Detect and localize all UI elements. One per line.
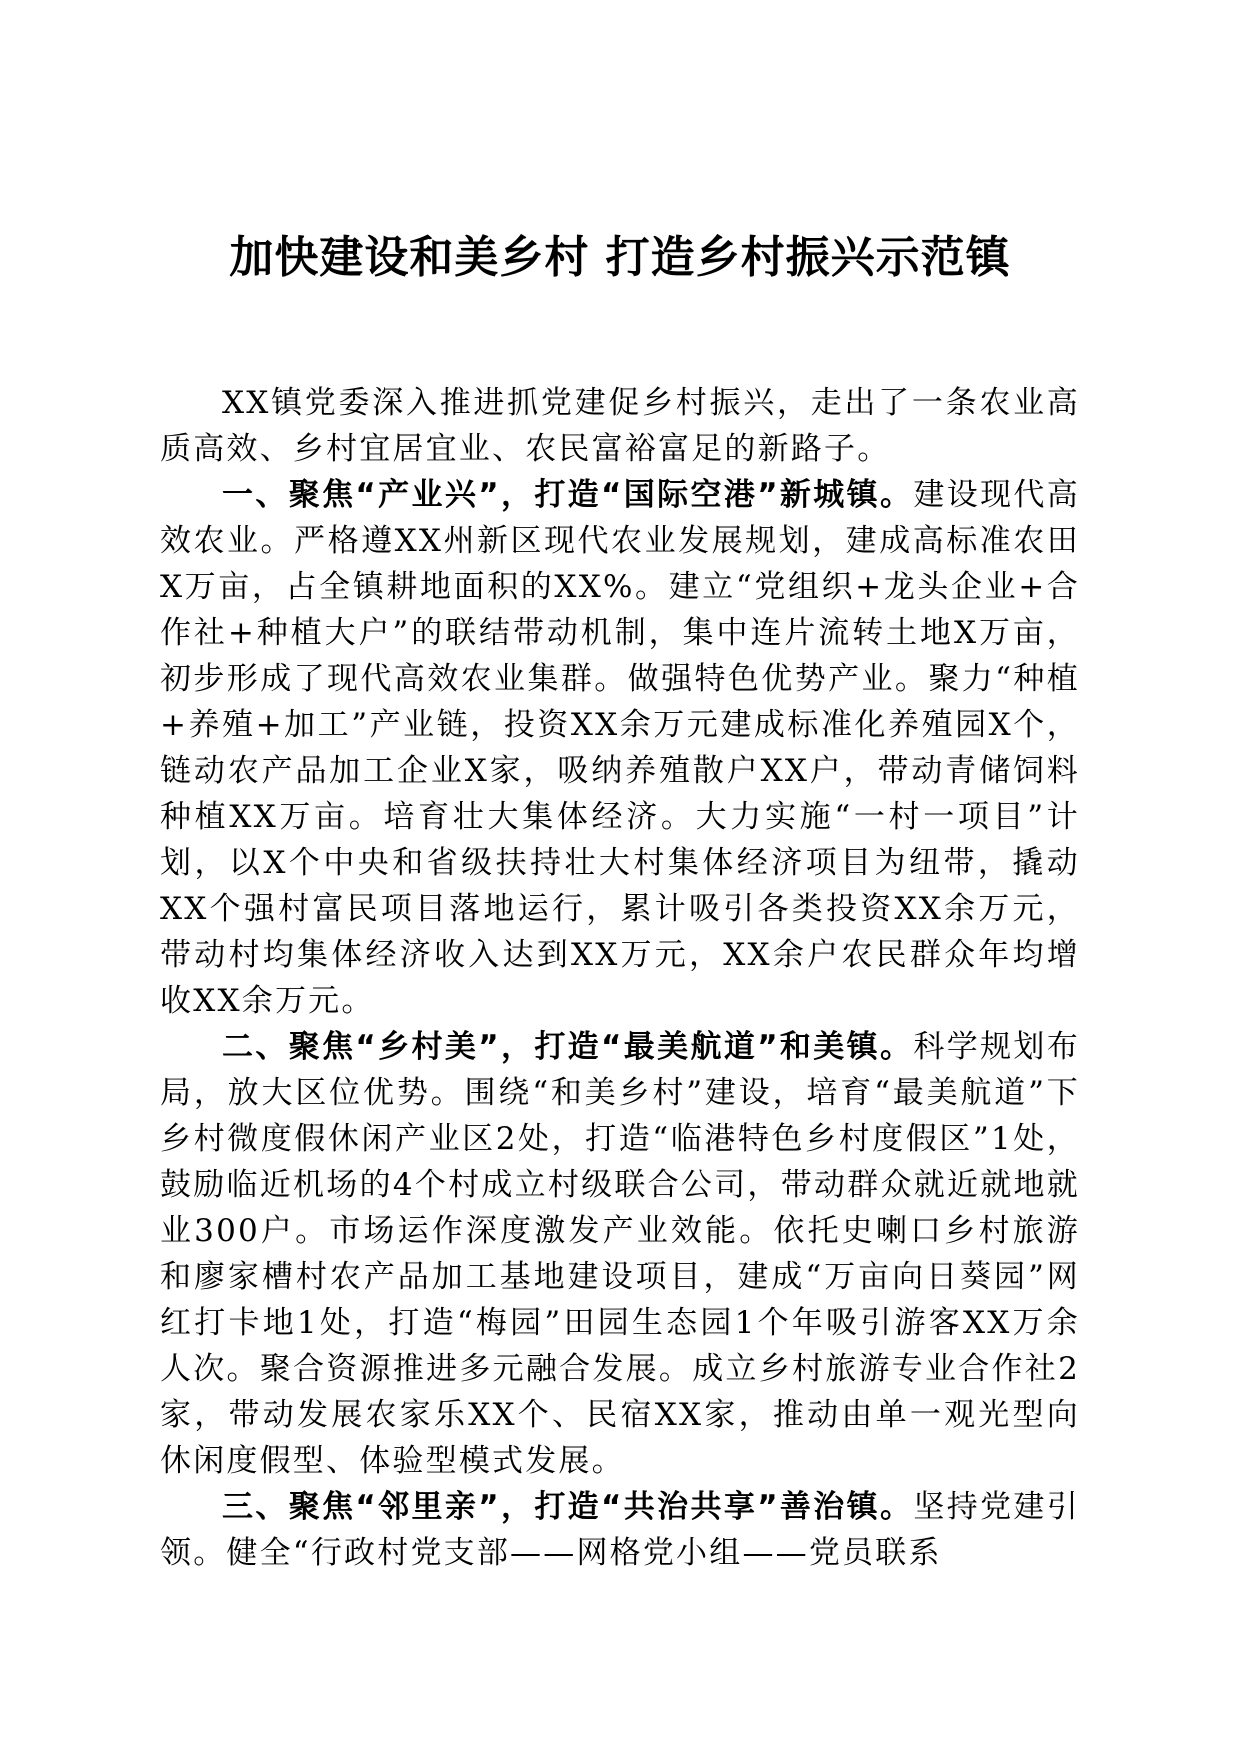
section-text-1: 建设现代高效农业。严格遵XX州新区现代农业发展规划，建成高标准农田X万亩，占全镇耕地面积的XX%。建立“党组织+龙头企业+合作社+种植大户”的联结带动机制，集中连片流转土地X万亩，初步形成了现代高效农业集群。做强特色优势产业。聚力“种植+养殖+加工”产业链，投资XX余万元建成标准化养殖园X个，链动农产品加工企业X家，吸纳养殖散户XX户，带动青储饲料种植XX万亩。培育壮大集体经济。大力实施“一村一项目”计划，以X个中央和省级扶持壮大村集体经济项目为纽带，撬动XX个强村富民项目落地运行，累计吸引各类投资XX余万元，带动村均集体经济收入达到XX万元，XX余户农民群众年均增收XX余万元。 bbox=[160, 477, 1080, 1019]
document-body bbox=[160, 380, 1080, 1576]
section-text-3: 坚持党建引领。健全“行政村党支部——网格党小组——党员联系 bbox=[160, 1489, 1080, 1571]
section-paragraph-3 bbox=[160, 1484, 1080, 1576]
section-heading-1: 一、聚焦“产业兴”，打造“国际空港”新城镇。 bbox=[222, 477, 914, 513]
section-text-2: 科学规划布局，放大区位优势。围绕“和美乡村”建设，培育“最美航道”下乡村微度假休闲产业区2处，打造“临港特色乡村度假区”1处，鼓励临近机场的4个村成立村级联合公司，带动群众就近就地就业300户。市场运作深度激发产业效能。依托史喇口乡村旅游和廖家槽村农产品加工基地建设项目，建成“万亩向日葵园”网红打卡地1处，打造“梅园”田园生态园1个年吸引游客XX万余人次。聚合资源推进多元融合发展。成立乡村旅游专业合作社2家，带动发展农家乐XX个、民宿XX家，推动由单一观光型向休闲度假型、体验型模式发展。 bbox=[160, 1029, 1080, 1479]
section-heading-2: 二、聚焦“乡村美”，打造“最美航道”和美镇。 bbox=[222, 1029, 914, 1065]
intro-paragraph: XX镇党委深入推进抓党建促乡村振兴，走出了一条农业高质高效、乡村宜居宜业、农民富裕富足的新路子。 bbox=[160, 385, 1080, 467]
document-title: 加快建设和美乡村 打造乡村振兴示范镇 bbox=[229, 232, 1011, 283]
section-heading-3: 三、聚焦“邻里亲”，打造“共治共享”善治镇。 bbox=[222, 1489, 914, 1525]
section-paragraph-2 bbox=[160, 1024, 1080, 1484]
section-paragraph-1 bbox=[160, 472, 1080, 1024]
